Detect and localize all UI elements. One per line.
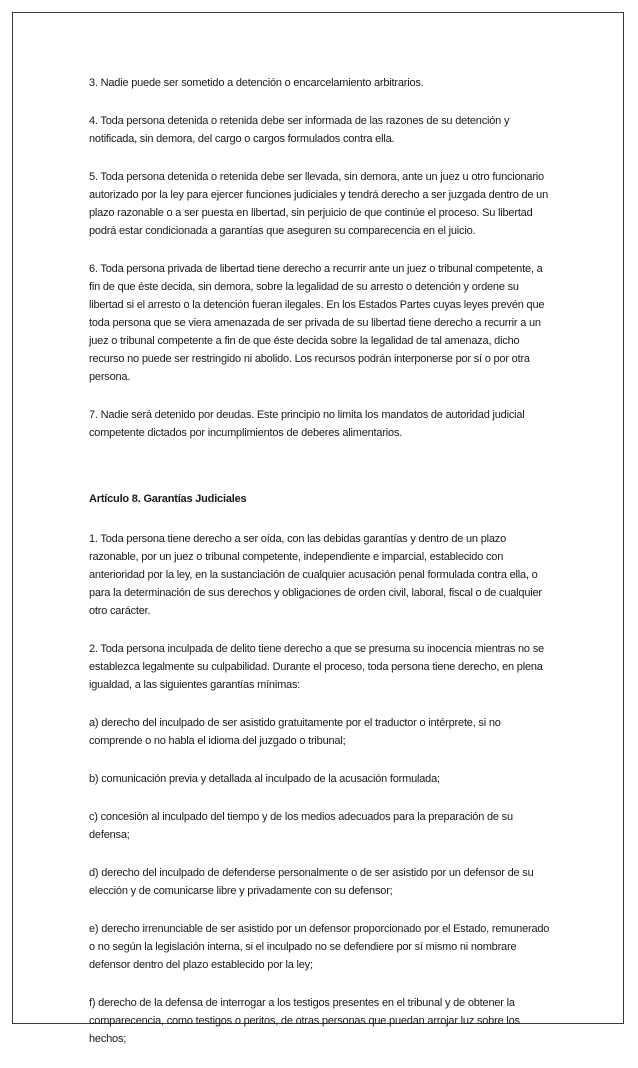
paragraph-article8-2d: d) derecho del inculpado de defenderse personalmente o de ser asistido por un defensor de su elección y de comunicarse libre y privadamente con su defensor; (89, 867, 534, 897)
paragraph-article7-7: 7. Nadie será detenido por deudas. Este principio no limita los mandatos de autoridad judicial competente dictados por incumplimientos de deberes alimentarios. (89, 409, 525, 439)
paragraph-article8-2f: f) derecho de la defensa de interrogar a los testigos presentes en el tribunal y de obtener la comparecencia, como testigos o peritos, de otras personas que puedan arrojar luz sobre los hechos; (89, 997, 520, 1045)
paragraph-article8-1: 1. Toda persona tiene derecho a ser oída, con las debidas garantías y dentro de un plazo razonable, por un juez o tribunal competente, independiente e imparcial, establecido con anterioridad por la ley, en la sustanciación de cualquier acusación penal formulada contra ella, o para la determinación de sus derechos y obligaciones de orden civil, laboral, fiscal o de cualquier otro carácter. (89, 533, 542, 617)
document-content (89, 74, 552, 1068)
article-heading: Artículo 8. Garantías Judiciales (89, 493, 247, 505)
paragraph-article8-2c: c) concesión al inculpado del tiempo y de los medios adecuados para la preparación de su defensa; (89, 811, 513, 841)
paragraph-article8-2b: b) comunicación previa y detallada al inculpado de la acusación formulada; (89, 773, 440, 785)
paragraph-article8-2: 2. Toda persona inculpada de delito tiene derecho a que se presuma su inocencia mientras no se establezca legalmente su culpabilidad. Durante el proceso, toda persona tiene derecho, en plena igualdad, a las siguientes garantías mínimas: (89, 643, 544, 691)
paragraph-article7-3: 3. Nadie puede ser sometido a detención o encarcelamiento arbitrarios. (89, 77, 424, 89)
paragraph-article7-6: 6. Toda persona privada de libertad tiene derecho a recurrir ante un juez o tribunal competente, a fin de que éste decida, sin demora, sobre la legalidad de su arresto o detención y ordene su libertad si el arresto o la detención fueran ilegales. En los Estados Partes cuyas leyes prevén que toda persona que se viera amenazada de ser privada de su libertad tiene derecho a recurrir a un juez o tribunal competente a fin de que éste decida sobre la legalidad de tal amenaza, dicho recurso no puede ser restringido ni abolido. Los recursos podrán interponerse por sí o por otra persona. (89, 263, 545, 383)
paragraph-article7-4: 4. Toda persona detenida o retenida debe ser informada de las razones de su detención y notificada, sin demora, del cargo o cargos formulados contra ella. (89, 115, 510, 145)
document-page (12, 12, 624, 1045)
paragraph-article7-5: 5. Toda persona detenida o retenida debe ser llevada, sin demora, ante un juez u otro funcionario autorizado por la ley para ejercer funciones judiciales y tendrá derecho a ser juzgada dentro de un plazo razonable o a ser puesta en libertad, sin perjuicio de que continúe el proceso. Su libertad podrá estar condicionada a garantías que aseguren su comparecencia en el juicio. (89, 171, 548, 237)
paragraph-article8-2a: a) derecho del inculpado de ser asistido gratuitamente por el traductor o intérprete, si no comprende o no habla el idioma del juzgado o tribunal; (89, 717, 501, 747)
paragraph-article8-2e: e) derecho irrenunciable de ser asistido por un defensor proporcionado por el Estado, remunerado o no según la legislación interna, si el inculpado no se defendiere por sí mismo ni nombrare defensor dentro del plazo establecido por la ley; (89, 923, 550, 971)
